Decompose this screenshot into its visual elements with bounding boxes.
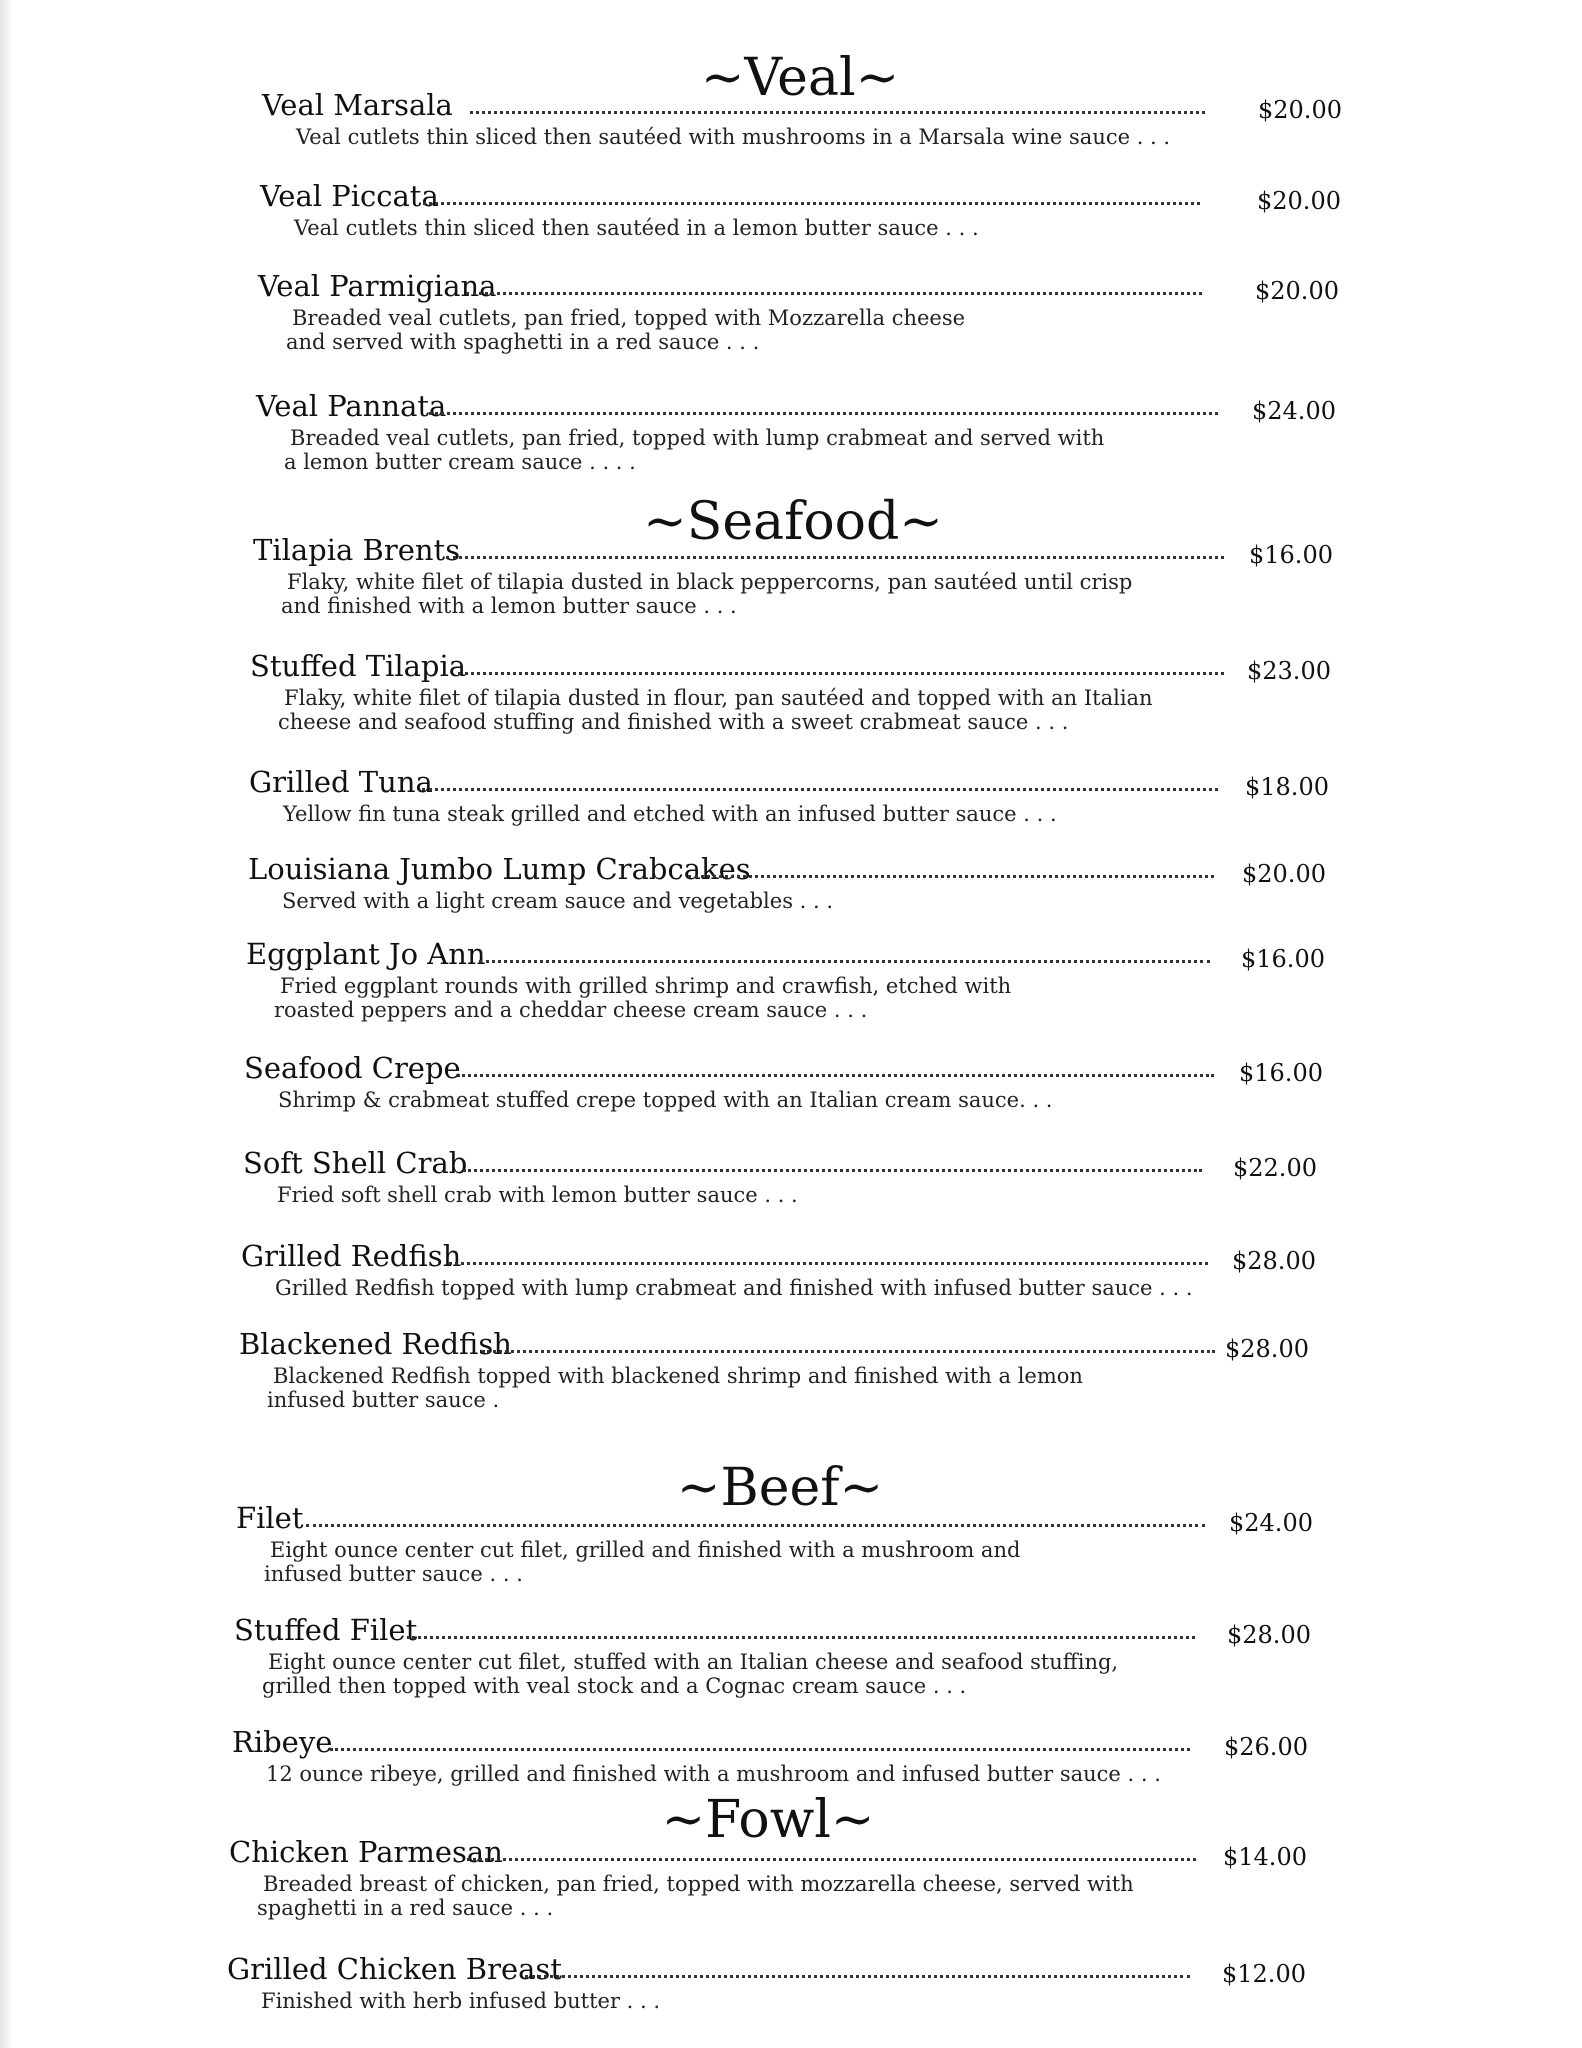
item-price: $20.00: [1257, 187, 1341, 215]
item-description-line: Served with a light cream sauce and vegetables . . .: [282, 889, 834, 913]
menu-item-grilled-tuna: [249, 764, 1335, 826]
item-price: $22.00: [1233, 1154, 1317, 1182]
item-price: $18.00: [1245, 773, 1329, 801]
item-description-line: a lemon butter cream sauce . . . .: [284, 450, 636, 474]
item-name: Blackened Redfish: [239, 1327, 512, 1361]
dot-leader: [446, 556, 1224, 559]
item-description-line: grilled then topped with veal stock and a Cognac cream sauce . . .: [262, 1674, 967, 1698]
menu-item-seafood-crepe: [244, 1050, 1329, 1112]
menu-item-ribeye: [232, 1724, 1314, 1786]
menu-item-veal-pannata: [256, 388, 1342, 474]
menu-item-grilled-chicken-breast: [227, 1951, 1312, 2013]
item-description-line: Shrimp & crabmeat stuffed crepe topped with an Italian cream sauce. . .: [278, 1088, 1053, 1112]
item-name: Soft Shell Crab: [243, 1146, 468, 1180]
dot-leader: [422, 788, 1218, 791]
dot-leader: [466, 292, 1202, 295]
item-price: $12.00: [1222, 1960, 1306, 1988]
item-price: $28.00: [1225, 1335, 1309, 1363]
menu-item-stuffed-filet: [234, 1612, 1317, 1698]
section-heading-fowl: ~Fowl~: [661, 1790, 875, 1850]
item-name: Seafood Crepe: [244, 1051, 461, 1085]
item-description-line: spaghetti in a red sauce . . .: [257, 1896, 554, 1920]
menu-item-eggplant-jo-ann: [246, 936, 1331, 1022]
menu-item-stuffed-tilapia: [250, 648, 1337, 734]
item-name: Stuffed Tilapia: [250, 649, 467, 683]
item-description-line: Grilled Redfish topped with lump crabmeat and finished with infused butter sauce . . .: [275, 1276, 1193, 1300]
item-description-line: Finished with herb infused butter . . .: [261, 1989, 661, 2013]
item-name: Eggplant Jo Ann: [246, 937, 486, 971]
item-description-line: Flaky, white filet of tilapia dusted in black peppercorns, pan sautéed until crisp: [287, 570, 1133, 594]
dot-leader: [525, 1975, 1190, 1978]
item-name: Grilled Redfish: [241, 1239, 462, 1273]
item-name: Veal Piccata: [260, 179, 439, 213]
item-price: $28.00: [1232, 1247, 1316, 1275]
menu-item-tilapia-brents: [253, 532, 1339, 618]
dot-leader: [407, 1636, 1195, 1639]
item-description-line: 12 ounce ribeye, grilled and finished with a mushroom and infused butter sauce . . .: [266, 1762, 1161, 1786]
item-price: $20.00: [1258, 96, 1342, 124]
item-description-line: cheese and seafood stuffing and finished with a sweet crabmeat sauce . . .: [278, 710, 1069, 734]
dot-leader: [470, 111, 1205, 114]
item-name: Grilled Chicken Breast: [227, 1952, 562, 1986]
item-description-line: Veal cutlets thin sliced then sautéed in a lemon butter sauce . . .: [294, 216, 979, 240]
item-name: Veal Pannata: [256, 389, 447, 423]
section-heading-veal: ~Veal~: [700, 48, 900, 108]
item-description-line: infused butter sauce . . .: [264, 1562, 523, 1586]
menu-item-filet: [236, 1500, 1319, 1586]
menu-item-blackened-redfish: [239, 1326, 1315, 1412]
item-description-line: Breaded veal cutlets, pan fried, topped with lump crabmeat and served with: [290, 426, 1105, 450]
item-name: Filet: [236, 1501, 304, 1535]
item-name: Chicken Parmesan: [229, 1835, 503, 1869]
dot-leader: [306, 1524, 1205, 1527]
item-description-line: Yellow fin tuna steak grilled and etched with an infused butter sauce . . .: [283, 802, 1057, 826]
menu-item-grilled-redfish: [241, 1238, 1322, 1300]
item-price: $24.00: [1252, 397, 1336, 425]
item-description-line: Fried eggplant rounds with grilled shrimp and crawfish, etched with: [280, 974, 1012, 998]
dot-leader: [429, 412, 1218, 415]
item-description-line: infused butter sauce .: [267, 1388, 500, 1412]
item-name: Veal Parmigiana: [258, 269, 497, 303]
item-price: $20.00: [1242, 860, 1326, 888]
item-price: $23.00: [1247, 657, 1331, 685]
item-name: Louisiana Jumbo Lump Crabcakes: [248, 852, 751, 886]
item-price: $20.00: [1255, 277, 1339, 305]
dot-leader: [467, 1858, 1196, 1861]
menu-item-veal-parmigiana: [258, 268, 1345, 354]
section-heading-seafood: ~Seafood~: [643, 492, 943, 552]
item-price: $16.00: [1249, 541, 1333, 569]
dot-leader: [457, 1074, 1214, 1077]
item-price: $16.00: [1239, 1059, 1323, 1087]
item-price: $16.00: [1241, 945, 1325, 973]
section-heading-beef: ~Beef~: [676, 1458, 884, 1518]
item-description-line: Blackened Redfish topped with blackened shrimp and finished with a lemon: [273, 1364, 1083, 1388]
dot-leader: [423, 202, 1200, 205]
item-description-line: Eight ounce center cut filet, grilled and finished with a mushroom and: [270, 1538, 1021, 1562]
item-description-line: roasted peppers and a cheddar cheese cream sauce . . .: [274, 998, 868, 1022]
item-price: $14.00: [1223, 1843, 1307, 1871]
menu-item-louisiana-jumbo-lump-crabcakes: [248, 851, 1332, 913]
dot-leader: [463, 1169, 1202, 1172]
item-description-line: Breaded veal cutlets, pan fried, topped with Mozzarella cheese: [292, 306, 966, 330]
item-name: Ribeye: [232, 1725, 333, 1759]
dot-leader: [330, 1748, 1190, 1751]
menu-item-soft-shell-crab: [243, 1145, 1323, 1207]
menu-item-chicken-parmesan: [229, 1834, 1313, 1920]
item-name: Tilapia Brents: [253, 533, 461, 567]
item-description-line: Fried soft shell crab with lemon butter sauce . . .: [277, 1183, 798, 1207]
item-description-line: Breaded breast of chicken, pan fried, topped with mozzarella cheese, served with: [263, 1872, 1134, 1896]
item-description-line: Veal cutlets thin sliced then sautéed with mushrooms in a Marsala wine sauce . . .: [296, 125, 1171, 149]
dot-leader: [449, 1262, 1208, 1265]
item-description-line: and served with spaghetti in a red sauce . . .: [286, 330, 760, 354]
item-name: Veal Marsala: [262, 88, 453, 122]
dot-leader: [458, 672, 1224, 675]
dot-leader: [479, 960, 1210, 963]
item-price: $28.00: [1227, 1621, 1311, 1649]
dot-leader: [482, 1350, 1215, 1353]
item-description-line: Flaky, white filet of tilapia dusted in flour, pan sautéed and topped with an Italian: [284, 686, 1153, 710]
item-description-line: and finished with a lemon butter sauce . . .: [281, 594, 737, 618]
item-price: $26.00: [1224, 1733, 1308, 1761]
item-name: Stuffed Filet: [234, 1613, 418, 1647]
item-description-line: Eight ounce center cut filet, stuffed with an Italian cheese and seafood stuffing,: [268, 1650, 1119, 1674]
menu-item-veal-piccata: [260, 178, 1347, 240]
dot-leader: [688, 875, 1214, 878]
menu-item-veal-marsala: [262, 87, 1348, 149]
item-price: $24.00: [1229, 1509, 1313, 1537]
item-name: Grilled Tuna: [249, 765, 433, 799]
